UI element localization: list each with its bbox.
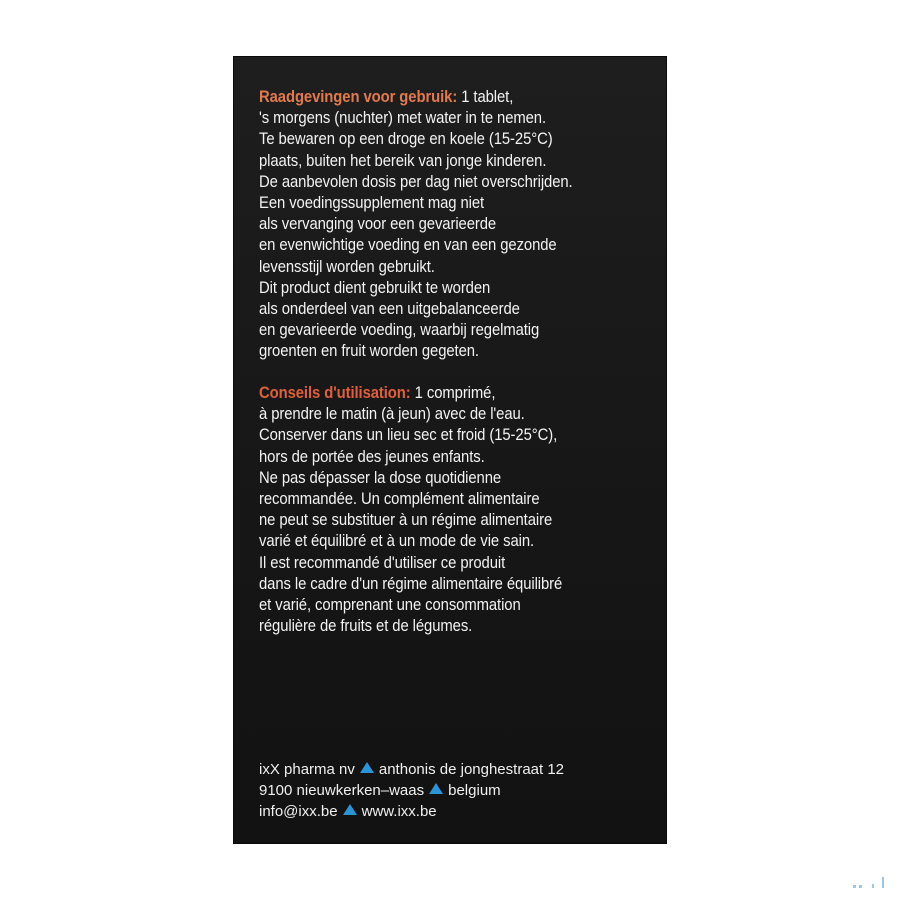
french-usage-section [259,383,655,637]
french-text: et varié, comprenant une consommation [259,596,521,615]
french-heading: Conseils d'utilisation: [259,384,411,402]
dutch-text: groenten en fruit worden gegeten. [259,342,479,361]
french-text: Il est recommandé d'utiliser ce produit [259,553,506,572]
dutch-text: 1 tablet, [457,88,514,106]
dutch-usage-section [259,87,655,363]
dutch-line-1 [259,87,655,108]
dutch-text: en gevarieerde voeding, waarbij regelmatig [259,321,540,340]
dutch-text: als onderdeel van een uitgebalanceerde [259,300,520,319]
company-name: ixX pharma nv [259,761,355,778]
dutch-text: Dit product dient gebruikt te worden [259,278,491,297]
address-line-2 [259,780,564,801]
dutch-text: De aanbevolen dosis per dag niet overschrijden. [259,172,573,191]
street-address: anthonis de jonghestraat 12 [378,761,565,778]
triangle-icon [343,804,357,815]
french-text: hors de portée des jeunes enfants. [259,447,485,466]
triangle-icon [360,762,374,773]
dutch-text: Te bewaren op een droge en koele (15-25°C) [259,130,553,149]
company-address [259,759,564,822]
address-line-3 [259,801,564,822]
dutch-text: als vervanging voor een gevarieerde [259,215,497,234]
french-text: recommandée. Un complément alimentaire [259,490,540,509]
country: belgium [448,782,501,799]
label-panel [233,56,667,844]
dutch-text: Een voedingssupplement mag niet [259,194,485,213]
website-link[interactable]: www.ixx.be [361,803,437,820]
french-line-1 [259,383,655,404]
french-text: varié et équilibré et à un mode de vie sain. [259,532,535,551]
address-line-1 [259,759,564,780]
french-text: à prendre le matin (à jeun) avec de l'eau. [259,405,525,424]
dutch-text: plaats, buiten het bereik van jonge kinderen. [259,151,547,170]
french-text: Ne pas dépasser la dose quotidienne [259,468,502,487]
watermark-logo-icon [852,876,886,890]
french-text: ne peut se substituer à un régime alimentaire [259,511,553,530]
french-text: 1 comprimé, [410,384,496,402]
triangle-icon [429,783,443,794]
dutch-text: levensstijl worden gebruikt. [259,257,435,276]
dutch-heading: Raadgevingen voor gebruik: [259,88,458,106]
french-text: Conserver dans un lieu sec et froid (15-25°C), [259,426,558,445]
email-link[interactable]: info@ixx.be [259,803,338,820]
dutch-text: 's morgens (nuchter) met water in te nemen. [259,109,547,128]
french-text: régulière de fruits et de légumes. [259,617,473,636]
dutch-text: en evenwichtige voeding en van een gezonde [259,236,557,255]
city: 9100 nieuwkerken–waas [259,782,425,799]
french-text: dans le cadre d'un régime alimentaire équilibré [259,574,563,593]
